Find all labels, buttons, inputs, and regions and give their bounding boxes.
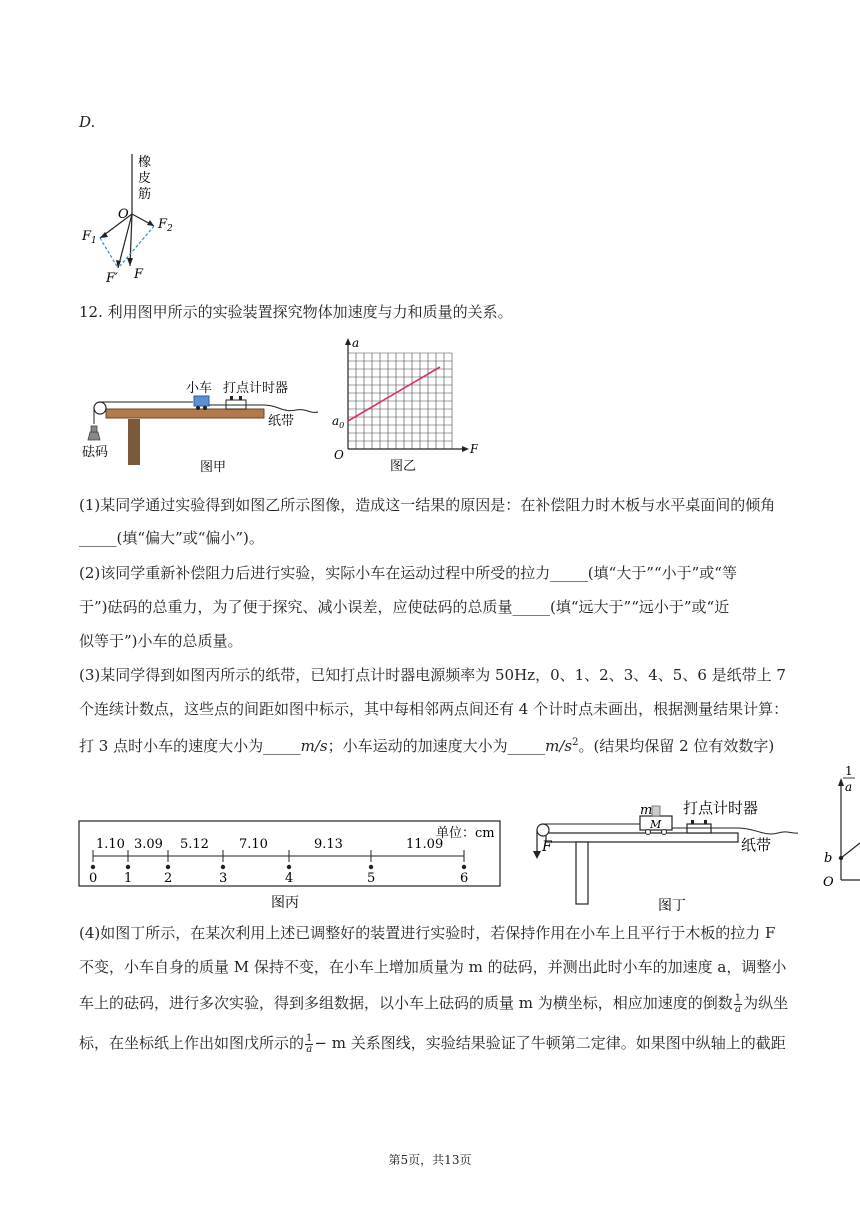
- timer-ding-label: 打点计时器: [683, 799, 759, 817]
- fig-jia-caption: 图甲: [200, 460, 227, 475]
- rubber-band-char-3: 筋: [138, 187, 152, 202]
- mass-m-label: m: [640, 803, 653, 818]
- pulley-ding: [537, 824, 549, 836]
- y-axis-arrow: [345, 338, 351, 345]
- dashed-side-2: [120, 226, 154, 266]
- table-leg: [128, 419, 140, 465]
- timer-post-ding-2: [704, 820, 707, 824]
- f-arrowhead: [127, 258, 133, 266]
- timer-post-2: [239, 396, 242, 400]
- q12-p1-line2: _____(填“偏大”或“偏小”)。: [79, 529, 264, 547]
- tape-label: 纸带: [268, 414, 295, 429]
- segment-1-2: 3.09: [134, 837, 163, 852]
- inline-fraction-1-over-a-2: $\frac{1}{a}$: [306, 1032, 313, 1055]
- fig-jia: [78, 372, 328, 477]
- q12-p3-line1: (3)某同学得到如图丙所示的纸带，已知打点计时器电源频率为 50Hz，0、1、2、3、4、5、6 是纸带上 7: [79, 666, 786, 684]
- force-arrowhead-ding: [533, 851, 541, 859]
- x-axis-arrow: [462, 446, 469, 452]
- timer-post-1: [230, 396, 233, 400]
- point-label-5: 5: [367, 871, 376, 886]
- intercept-label: $a_0$: [332, 414, 345, 430]
- mass-big-m-label: M: [650, 818, 662, 831]
- q12-p4-line2: 不变，小车自身的质量 M 保持不变，在小车上增加质量为 m 的砝码，并测出此时小车的加速度 a，调整小: [79, 958, 787, 976]
- timer-post-ding-1: [691, 820, 694, 824]
- origin-label: O: [334, 448, 344, 462]
- cart: [194, 396, 209, 406]
- q12-p2-line2: 于”)砝码的总重力，为了便于探究、减小误差，应使砝码的总质量_____(填“远大于”“远小于”或“近: [79, 598, 730, 616]
- board-ding: [546, 833, 738, 842]
- tape-dot-5: [369, 865, 373, 869]
- inline-fraction-1-over-a: $\frac{1}{a}$: [734, 992, 742, 1015]
- force-ding-label: F: [542, 839, 552, 855]
- q12-p4-line1: (4)如图丁所示，在某次利用上述已调整好的装置进行实验时，若保持作用在小车上且平行于木板的拉力 F: [79, 924, 776, 942]
- rubber-band-label: [138, 154, 151, 202]
- tape-ding-label: 纸带: [741, 836, 772, 854]
- point-label-3: 3: [219, 871, 228, 886]
- fig-bing-caption: 图丙: [271, 895, 299, 911]
- q12-p2-line3: 似等于”)小车的总质量。: [79, 632, 243, 650]
- page-footer: 第5页，共13页: [388, 1153, 472, 1167]
- segment-5-6: 11.09: [406, 837, 444, 852]
- point-label-0: 0: [89, 871, 98, 886]
- segment-2-3: 5.12: [180, 837, 209, 852]
- wu-y-den: a: [845, 780, 853, 794]
- cart-wheel-2: [203, 406, 207, 410]
- fig-yi-caption: 图乙: [390, 459, 417, 474]
- point-label-4: 4: [285, 871, 294, 886]
- cart-wheel-1: [196, 406, 200, 410]
- origin-o: O: [118, 207, 129, 222]
- q12-p1-line1: (1)某同学通过实验得到如图乙所示图像，造成这一结果的原因是：在补偿阻力时木板与水平桌面间的倾角: [79, 496, 776, 514]
- tape-dot-3: [221, 865, 225, 869]
- fprime-label: F′: [106, 271, 118, 286]
- weight-top: [91, 426, 97, 432]
- weight-block: [88, 432, 100, 440]
- wu-intercept-dot: [839, 856, 843, 860]
- a-f-line: [348, 367, 440, 421]
- mass-m-block: [652, 806, 660, 816]
- timer-label: 打点计时器: [223, 381, 289, 396]
- fig-bing: [76, 816, 506, 914]
- point-label-6: 6: [460, 871, 469, 886]
- grid: [348, 353, 452, 449]
- rubber-band-char-1: 橡: [138, 155, 152, 170]
- fig-wu-partial: [818, 758, 860, 888]
- tape-dot-4: [287, 865, 291, 869]
- wu-y-num: 1: [845, 764, 853, 778]
- tape-unit-label: 单位：cm: [436, 826, 495, 841]
- force-diagram-d: [70, 148, 190, 288]
- point-label-1: 1: [124, 871, 133, 886]
- segment-3-4: 7.10: [239, 837, 268, 852]
- q12-p3-line2: 个连续计数点，这些点的间距如图中标示，其中每相邻两点间还有 4 个计时点未画出，根据测量结果计算：: [79, 700, 789, 718]
- point-label-2: 2: [164, 871, 173, 886]
- f1-label: $F_1$: [82, 229, 97, 246]
- fig-ding-caption: 图丁: [658, 898, 686, 914]
- segment-4-5: 9.13: [314, 837, 343, 852]
- tape-dot-1: [126, 865, 130, 869]
- q12-p3-line3: 打 3 点时小车的速度大小为_____m/s；小车运动的加速度大小为$\_\_\_\_\_m/s^2$。(结果均保留 2 位有效数字): [79, 737, 775, 755]
- x-axis-label: F: [470, 442, 478, 456]
- y-axis-label: a: [352, 336, 360, 350]
- segment-0-1: 1.10: [96, 837, 125, 852]
- q12-p4-line3: 车上的砝码，进行多次实验，得到多组数据，以小车上砝码的质量 m 为横坐标，相应加速度的倒数 $\frac{1}{a}$ 为纵坐: [79, 992, 789, 1015]
- dashed-side-1: [100, 238, 118, 268]
- tape-dot-0: [91, 865, 95, 869]
- tape-dot-2: [166, 865, 170, 869]
- f-label: F: [134, 267, 144, 282]
- wu-intercept-label: b: [824, 851, 833, 866]
- board: [106, 409, 264, 418]
- pulley: [94, 402, 106, 414]
- fprime-arrowhead: [116, 260, 121, 268]
- wu-origin-label: O: [823, 875, 834, 888]
- rubber-band-char-2: 皮: [138, 171, 152, 186]
- weight-label: 砝码: [82, 445, 109, 460]
- f2-label: $F_2$: [158, 217, 173, 234]
- table-leg-ding: [576, 842, 588, 904]
- wu-line: [841, 843, 860, 858]
- q12-intro: 12. 利用图甲所示的实验装置探究物体加速度与力和质量的关系。: [79, 303, 513, 321]
- wu-y-axis-arrow: [838, 778, 844, 786]
- cart-wheel-ding-2: [662, 830, 667, 835]
- tape-dot-6: [462, 865, 466, 869]
- cart-label: 小车: [186, 381, 213, 396]
- fig-ding: [528, 797, 800, 914]
- option-d-label: D.: [79, 113, 96, 131]
- q12-p2-line1: (2)该同学重新补偿阻力后进行实验，实际小车在运动过程中所受的拉力_____(填“大于”“小于”或“等: [79, 564, 737, 582]
- fig-yi: [328, 335, 478, 477]
- q12-p4-line4: 标，在坐标纸上作出如图戊所示的 $\frac{1}{a}$ − m 关系图线，实验结果验证了牛顿第二定律。如果图中纵轴上的截距: [79, 1032, 786, 1055]
